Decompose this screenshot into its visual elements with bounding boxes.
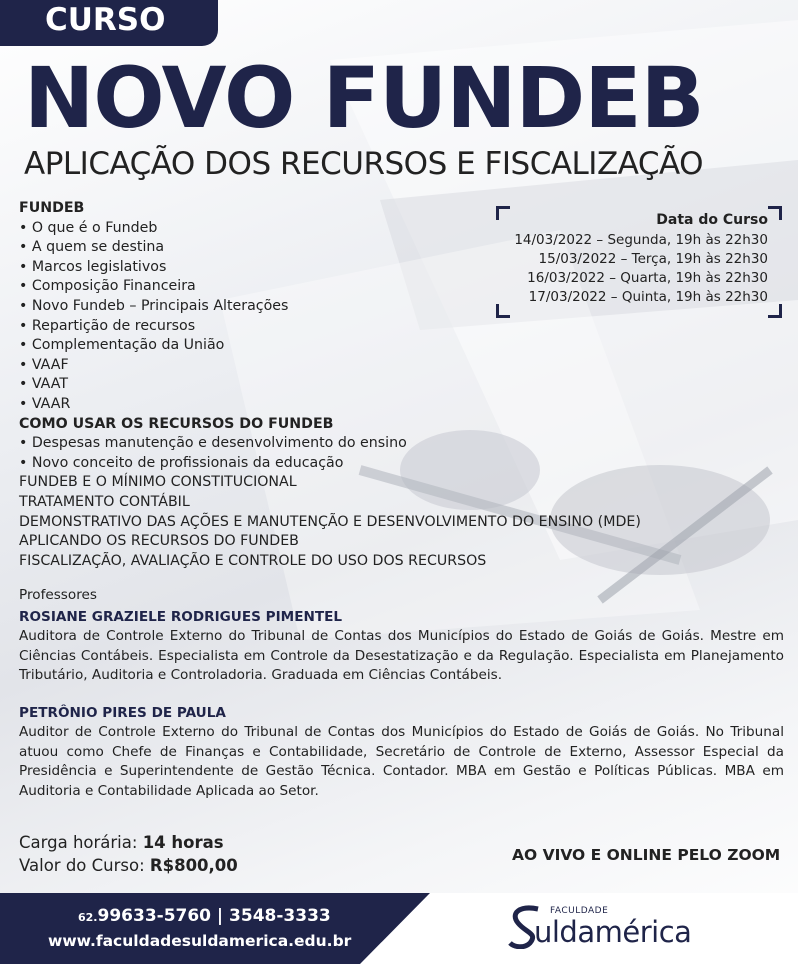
list-item: • Complementação da União [19,337,225,354]
topic-item: DEMONSTRATIVO DAS AÇÕES E MANUTENÇÃO E DESENVOLVIMENTO DO ENSINO (MDE) [19,513,641,530]
usage-heading: COMO USAR OS RECURSOS DO FUNDEB [19,415,334,432]
fundeb-heading: FUNDEB [19,200,85,216]
logo-small-text: FACULDADE [550,906,609,916]
footer [0,893,798,964]
list-item: • VAAT [19,376,69,393]
corner-bracket [496,206,510,220]
college-logo [508,903,708,955]
course-tab [0,0,218,46]
price-label: Valor do Curso: [19,855,145,875]
professors-section [19,586,784,801]
hours-label: Carga horária: [19,833,138,852]
hours-value: 14 horas [142,833,224,852]
delivery-mode: AO VIVO E ONLINE PELO ZOOM [512,846,781,864]
website-link[interactable]: www.faculdadesuldamerica.edu.br [48,932,352,950]
course-tab-label: CURSO [45,2,166,38]
schedule-title: Data do Curso [656,212,768,228]
list-item: • Novo conceito de profissionais da educação [19,454,344,471]
list-item: • Despesas manutenção e desenvolvimento do ensino [19,435,407,452]
schedule-date: 17/03/2022 – Quinta, 19h às 22h30 [528,289,768,305]
list-item: • VAAR [19,395,71,412]
corner-bracket [768,304,782,318]
price-value: R$800,00 [149,855,238,875]
area-code: 62. [78,911,98,924]
topic-item: TRATAMENTO CONTÁBIL [19,493,190,510]
professor-bio: Auditora de Controle Externo do Tribunal de Contas dos Municípios do Estado de Goiás de Goiás. Mestre em Ciências Contábeis. Especialista em Controle da Desestatização e da Regulação. Especialista em Planejamento Tributário, Auditoria e Controladoria. Graduada em Ciências Contábeis. [19,628,784,683]
phone-text: 99633-5760 | 3548-3333 [97,906,331,926]
list-item: • VAAF [19,356,69,373]
professor-bio: Auditor de Controle Externo do Tribunal de Contas dos Municípios do Estado de Goiás de Goiás. No Tribunal atuou como Chefe de Finanças e Contabilidade, Secretário de Controle de Externo, Assessor Especial da Presidência e Superintendente de Gestão Técnica. Contador. MBA em Gestão e Políticas Públicas. MBA em Auditoria e Contabilidade Aplicada ao Setor. [19,724,784,799]
corner-bracket [768,206,782,220]
list-item: • A quem se destina [19,239,165,256]
topic-item: APLICANDO OS RECURSOS DO FUNDEB [19,533,299,550]
professor-name: ROSIANE GRAZIELE RODRIGUES PIMENTEL [19,608,343,625]
topic-item: FUNDEB E O MÍNIMO CONSTITUCIONAL [19,474,297,491]
topic-item: FISCALIZAÇÃO, AVALIAÇÃO E CONTROLE DO USO DOS RECURSOS [19,552,487,569]
schedule-date: 16/03/2022 – Quarta, 19h às 22h30 [527,270,768,286]
logo-main-text: uldamérica [534,915,692,949]
course-info [19,832,238,877]
list-item: • Repartição de recursos [19,317,196,334]
list-item: • Novo Fundeb – Principais Alterações [19,297,289,314]
schedule-date: 14/03/2022 – Segunda, 19h às 22h30 [514,232,768,248]
list-item: • O que é o Fundeb [19,219,158,236]
page-title: NOVO FUNDEB [24,49,704,147]
schedule-box [496,206,782,318]
list-item: • Composição Financeira [19,278,196,295]
schedule-date: 15/03/2022 – Terça, 19h às 22h30 [538,251,768,267]
professor-name: PETRÔNIO PIRES DE PAULA [19,704,226,721]
list-item: • Marcos legislativos [19,258,167,275]
phone-numbers[interactable] [78,906,331,926]
corner-bracket [496,304,510,318]
professors-heading: Professores [19,587,97,603]
page-subtitle: APLICAÇÃO DOS RECURSOS E FISCALIZAÇÃO [24,146,704,182]
